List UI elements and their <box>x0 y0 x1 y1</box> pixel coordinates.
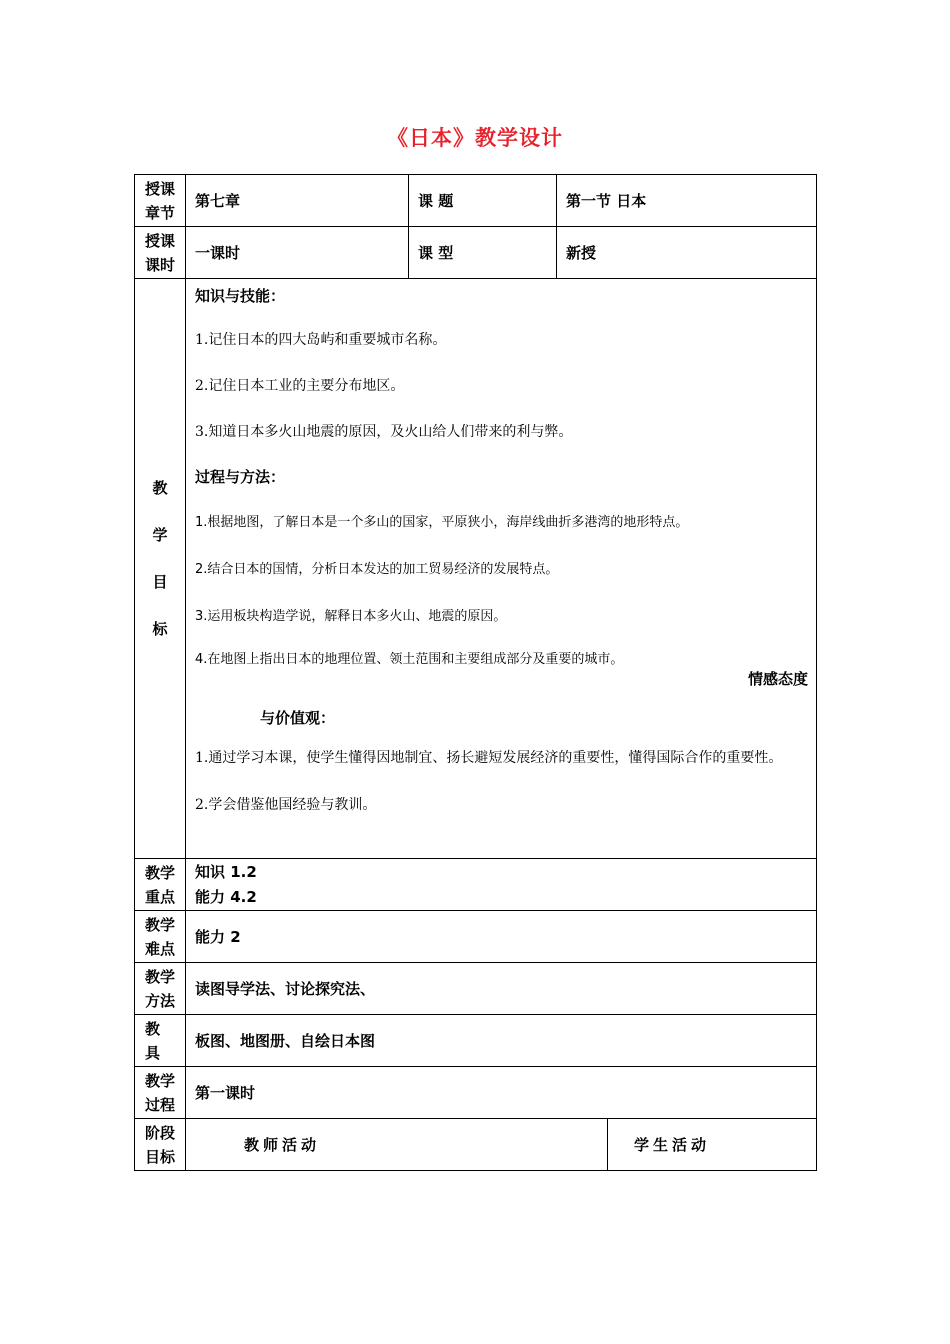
row-process <box>135 1067 817 1119</box>
type-value: 新授 <box>557 227 817 279</box>
key-points-label: 教学重点 <box>135 859 186 911</box>
lesson-plan-table <box>134 174 817 1171</box>
difficulty-value: 能力 2 <box>186 911 817 963</box>
row-difficulty <box>135 911 817 963</box>
difficulty-label: 教学难点 <box>135 911 186 963</box>
methods-value: 读图导学法、讨论探究法、 <box>186 963 817 1015</box>
type-label: 课 型 <box>409 227 557 279</box>
hours-label: 授课课时 <box>135 227 186 279</box>
emotion-heading-part1: 情感态度 <box>748 670 809 688</box>
key-points-value <box>186 859 817 911</box>
process-item: 1.根据地图，了解日本是一个多山的国家，平原狭小，海岸线曲折多港湾的地形特点。 <box>195 515 689 530</box>
knowledge-item: 3.知道日本多火山地震的原因，及火山给人们带来的利与弊。 <box>195 424 573 440</box>
topic-value: 第一节 日本 <box>557 175 817 227</box>
process-label: 教学过程 <box>135 1067 186 1119</box>
chapter-label: 授课章节 <box>135 175 186 227</box>
process-item: 3.运用板块构造学说，解释日本多火山、地震的原因。 <box>195 609 507 624</box>
knowledge-heading: 知识与技能： <box>195 287 286 305</box>
knowledge-item: 1.记住日本的四大岛屿和重要城市名称。 <box>195 332 447 348</box>
row-chapter <box>135 175 817 227</box>
objectives-label: 教 学 目 标 <box>135 279 186 859</box>
row-methods <box>135 963 817 1015</box>
process-item: 2.结合日本的国情，分析日本发达的加工贸易经济的发展特点。 <box>195 562 559 577</box>
row-tools <box>135 1015 817 1067</box>
tools-value: 板图、地图册、自绘日本图 <box>186 1015 817 1067</box>
row-key-points <box>135 859 817 911</box>
key-points-line: 能力 4.2 <box>195 888 257 906</box>
row-objectives <box>135 279 817 859</box>
objectives-content <box>186 279 817 859</box>
key-points-line: 知识 1.2 <box>195 863 257 881</box>
hours-value: 一课时 <box>186 227 409 279</box>
chapter-value: 第七章 <box>186 175 409 227</box>
topic-label: 课 题 <box>409 175 557 227</box>
process-value: 第一课时 <box>186 1067 817 1119</box>
methods-label: 教学方法 <box>135 963 186 1015</box>
emotion-item: 2.学会借鉴他国经验与教训。 <box>195 797 377 813</box>
tools-label: 教具 <box>135 1015 186 1067</box>
student-activity-header: 学生活动 <box>608 1119 817 1171</box>
emotion-item: 1.通过学习本课，使学生懂得因地制宜、扬长避短发展经济的重要性，懂得国际合作的重要性。 <box>195 750 783 766</box>
stage-label: 阶段目标 <box>135 1119 186 1171</box>
emotion-heading-part2: 与价值观： <box>260 709 336 727</box>
document-title: 《日本》教学设计 <box>387 126 563 150</box>
knowledge-item: 2.记住日本工业的主要分布地区。 <box>195 378 405 394</box>
row-stage <box>135 1119 817 1171</box>
row-hours <box>135 227 817 279</box>
process-heading: 过程与方法： <box>195 468 286 486</box>
process-item: 4.在地图上指出日本的地理位置、领土范围和主要组成部分及重要的城市。 <box>195 652 624 667</box>
teacher-activity-header: 教师活动 <box>186 1119 608 1171</box>
